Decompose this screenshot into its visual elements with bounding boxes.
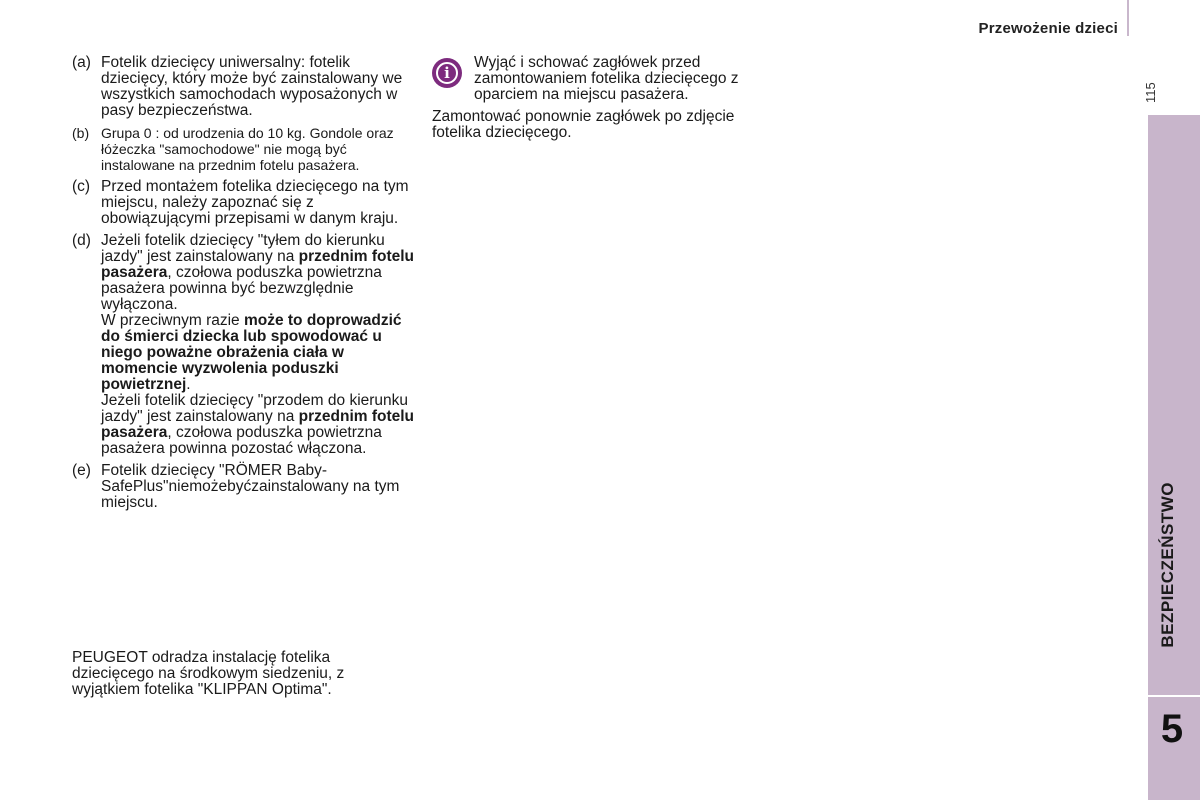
bold-text-run: przednim fotelu pasażera — [101, 408, 415, 441]
footnote-e — [72, 463, 417, 511]
footnote-d-paragraph-3 — [101, 393, 417, 457]
bold-text-run: może to doprowadzić do śmierci dziecka lub spowodować u niego poważne obrażenia ciała w momencie wyzwolenia poduszki powietrznej — [101, 312, 402, 393]
text-run: , czołowa poduszka powietrzna pasażera powinna być bezwzględnie wyłączona. — [101, 264, 382, 313]
header-divider — [1127, 0, 1129, 36]
footnote-text: Przed montażem fotelika dziecięcego na tym miejscu, należy zapoznać się z obowiązującymi przepisami w danym kraju. — [101, 178, 409, 227]
text-run: Jeżeli fotelik dziecięcy "tyłem do kierunku jazdy" jest zainstalowany na — [101, 232, 385, 265]
footnote-d-paragraph-2 — [101, 313, 417, 393]
text-run: W przeciwnym razie — [101, 312, 244, 329]
info-note-text: Wyjąć i schować zagłówek przed zamontowaniem fotelika dziecięcego z oparciem na miejscu pasażera. — [474, 54, 739, 103]
footnote-c — [72, 179, 417, 227]
footnote-b — [72, 125, 417, 173]
page-header-title: Przewożenie dzieci — [978, 20, 1118, 37]
left-column — [72, 55, 417, 517]
info-icon-glyph: i — [436, 62, 458, 84]
info-icon — [432, 58, 462, 88]
footnote-d — [72, 233, 417, 457]
recommendation-paragraph: PEUGEOT odradza instalację fotelika dziecięcego na środkowym siedzeniu, z wyjątkiem fotelika "KLIPPAN Optima". — [72, 649, 345, 698]
text-run: Jeżeli fotelik dziecięcy "przodem do kierunku jazdy" jest zainstalowany na — [101, 392, 409, 425]
footnote-marker: (b) — [72, 125, 90, 141]
text-run: . — [186, 376, 191, 393]
bold-text-run: przednim fotelu pasażera — [101, 248, 415, 281]
right-column — [432, 55, 752, 141]
footnote-text: Fotelik dziecięcy "RÖMER Baby-SafePlus"niemożebyćzainstalowany na tym miejscu. — [101, 462, 400, 511]
info-note — [432, 55, 752, 103]
footnote-marker: (d) — [72, 232, 91, 249]
page-number: 115 — [1143, 82, 1158, 104]
footnote-text: Fotelik dziecięcy uniwersalny: fotelik dziecięcy, który może być zainstalowany we wszystkich samochodach wyposażonych w pasy bezpieczeństwa. — [101, 54, 403, 119]
footnote-marker: (c) — [72, 178, 91, 195]
followup-paragraph: Zamontować ponownie zagłówek po zdjęcie fotelika dziecięcego. — [432, 108, 735, 141]
side-tab-divider — [1148, 695, 1200, 697]
text-run: , czołowa poduszka powietrzna pasażera powinna pozostać włączona. — [101, 424, 382, 457]
section-label — [1148, 440, 1188, 690]
footnote-marker: (a) — [72, 54, 91, 71]
section-label-text: BEZPIECZEŃSTWO — [1158, 482, 1177, 648]
chapter-number: 5 — [1160, 707, 1184, 751]
footnote-text: Grupa 0 : od urodzenia do 10 kg. Gondole oraz łóżeczka "samochodowe" nie mogą być instalowane na przednim fotelu pasażera. — [101, 125, 394, 173]
footnote-marker: (e) — [72, 462, 91, 479]
footnote-d-paragraph-1 — [101, 233, 417, 313]
footnote-a — [72, 55, 417, 119]
